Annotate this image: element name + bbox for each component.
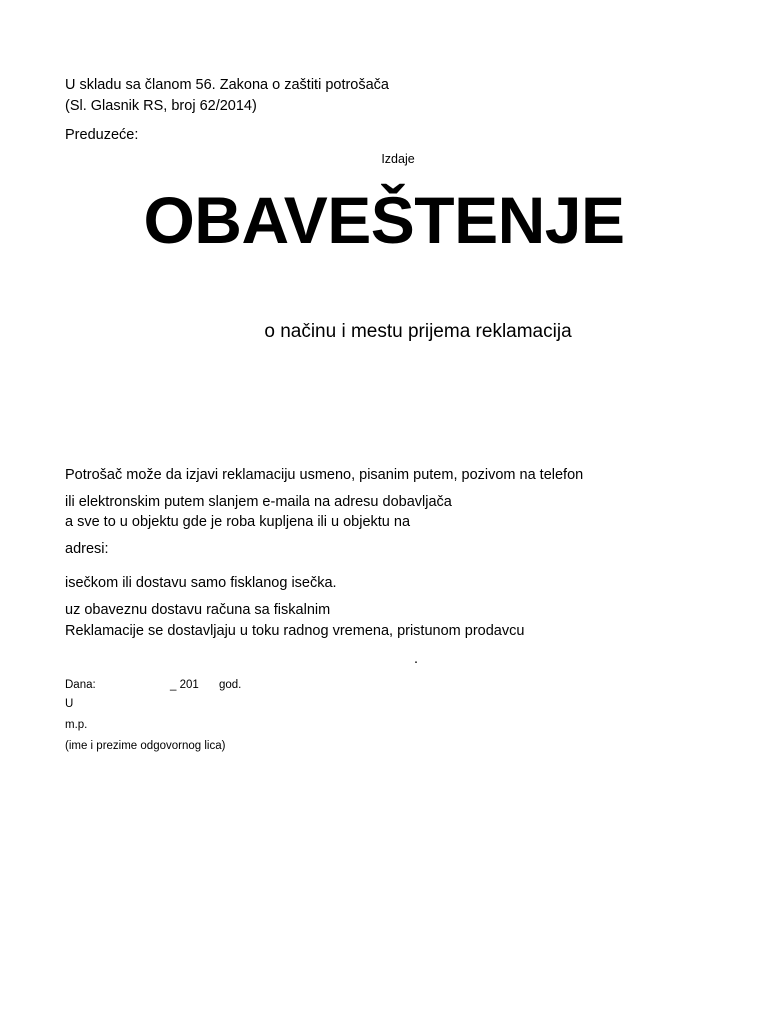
date-label: Dana: xyxy=(65,679,96,691)
body-paragraph-7: Reklamacije se dostavljaju u toku radnog vremena, pristunom prodavcu xyxy=(65,623,525,639)
responsible-person-label: (ime i prezime odgovornog lica) xyxy=(65,740,226,752)
body-paragraph-2: ili elektronskim putem slanjem e-maila na adresu dobavljača xyxy=(65,494,452,510)
body-paragraph-3: a sve to u objektu gde je roba kupljena ili u objektu na xyxy=(65,514,411,530)
trailing-dot: . xyxy=(414,651,419,667)
place-label: U xyxy=(65,698,74,710)
company-label: Preduzeće: xyxy=(65,127,139,143)
year-prefix: _ 201 xyxy=(170,679,199,691)
address-label: adresi: xyxy=(65,541,109,557)
body-paragraph-5: isečkom ili dostavu samo fisklanog isečka. xyxy=(65,575,337,591)
document-title: OBAVEŠTENJE xyxy=(143,183,625,257)
year-suffix: god. xyxy=(219,679,242,691)
seal-label: m.p. xyxy=(65,719,88,731)
document-subtitle: o načinu i mestu prijema reklamacija xyxy=(264,321,572,342)
gazette-reference: (Sl. Glasnik RS, broj 62/2014) xyxy=(65,98,257,114)
issues-label: Izdaje xyxy=(381,152,415,166)
body-paragraph-1: Potrošač može da izjavi reklamaciju usmeno, pisanim putem, pozivom na telefon xyxy=(65,467,584,483)
body-paragraph-6: uz obaveznu dostavu računa sa fiskalnim xyxy=(65,602,331,618)
legal-basis-line: U skladu sa članom 56. Zakona o zaštiti potrošača xyxy=(65,77,389,93)
